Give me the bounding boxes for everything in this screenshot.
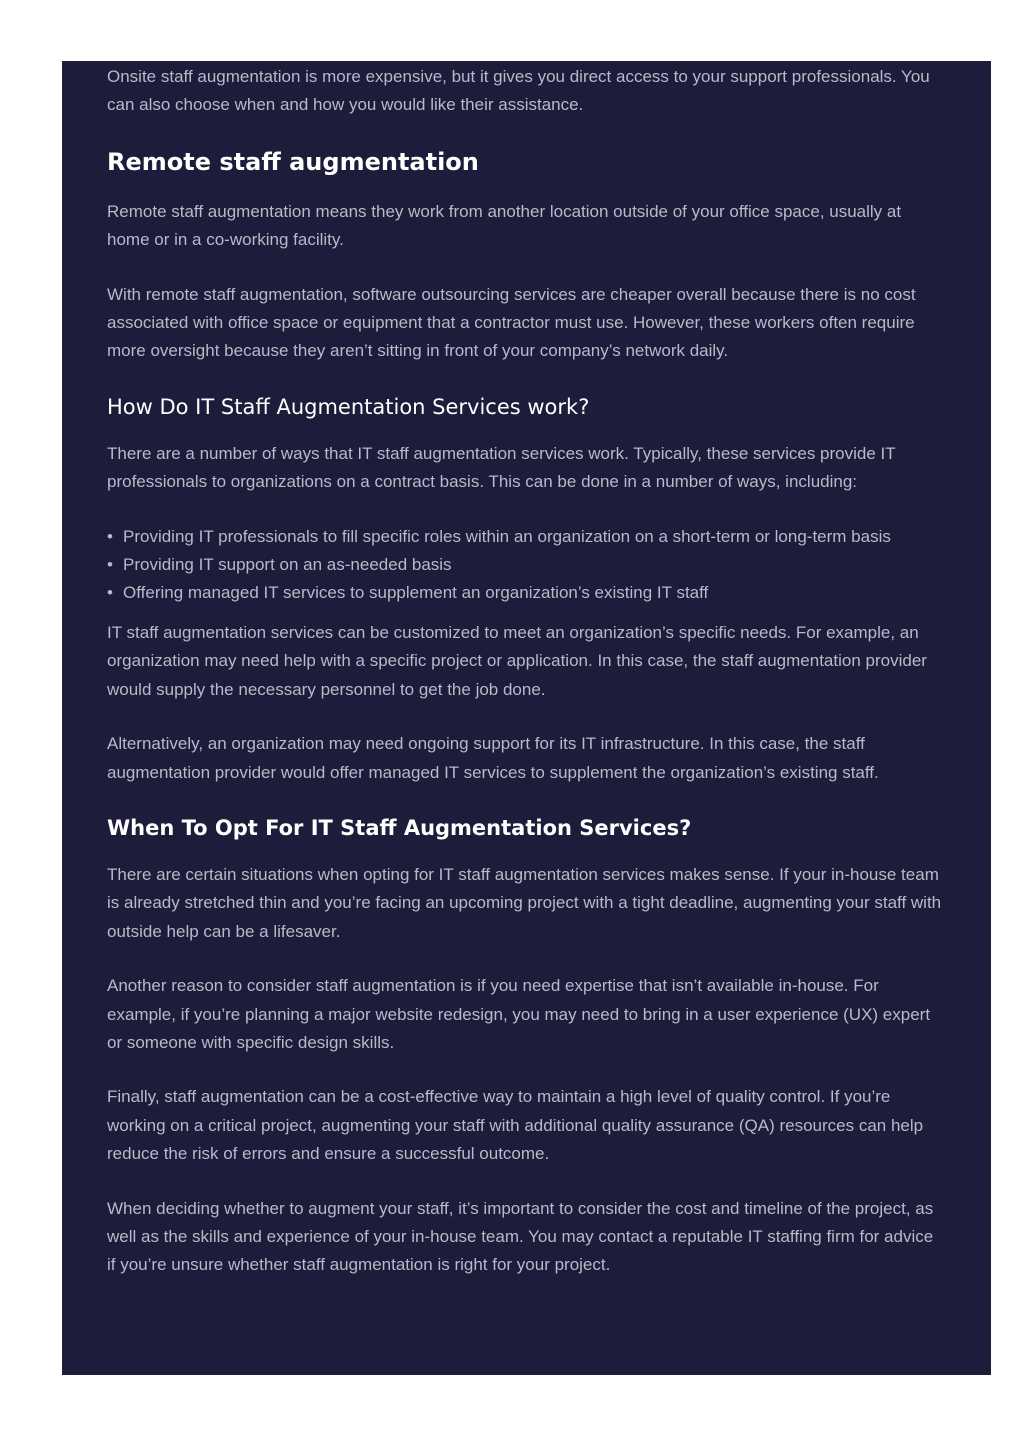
remote-paragraph-1: Remote staff augmentation means they work from another location outside of your office space, usually at home or in a co-working facility.: [107, 201, 902, 250]
when-paragraph-3: Finally, staff augmentation can be a cost-effective way to maintain a high level of quality control. If you’re working on a critical project, augmenting your staff with additional quality assurance (QA) resources can help reduce the risk of errors and ensure a successful outcome.: [107, 1087, 924, 1164]
when-paragraph-2: Another reason to consider staff augmentation is if you need expertise that isn’t available in-house. For example, if you’re planning a major website redesign, you may need to bring in a user experience (UX) expert or someone with specific design skills.: [107, 976, 931, 1052]
list-item: [107, 579, 946, 607]
list-item-text: Providing IT professionals to fill specific roles within an organization on a short-term or long-term basis: [123, 526, 891, 546]
remote-heading: Remote staff augmentation: [107, 147, 479, 176]
bullet-icon: •: [107, 583, 113, 603]
article-panel: [62, 61, 991, 1375]
list-item-text: Providing IT support on an as-needed basis: [123, 555, 452, 575]
when-paragraph-4: When deciding whether to augment your staff, it’s important to consider the cost and timeline of the project, as well as the skills and experience of your in-house team. You may contact a reputable IT staffing firm for advice if you’re unsure whether staff augmentation is right for your project.: [107, 1198, 934, 1275]
list-item-text: Offering managed IT services to supplement an organization’s existing IT staff: [123, 583, 709, 603]
when-heading: When To Opt For IT Staff Augmentation Services?: [107, 815, 692, 840]
how-bullet-list: [107, 523, 946, 608]
list-item: [107, 551, 946, 579]
bullet-icon: •: [107, 526, 113, 546]
how-intro-paragraph: There are a number of ways that IT staff augmentation services work. Typically, these services provide IT professionals to organizations on a contract basis. This can be done in a number of ways, including:: [107, 443, 896, 492]
how-paragraph-2: Alternatively, an organization may need ongoing support for its IT infrastructure. In this case, the staff augmentation provider would offer managed IT services to supplement the organization’s existing staff.: [107, 734, 879, 782]
bullet-icon: •: [107, 555, 113, 575]
when-paragraph-1: There are certain situations when opting for IT staff augmentation services makes sense. If your in-house team is already stretched thin and you’re facing an upcoming project with a tight deadline, augmenting your staff with outside help can be a lifesaver.: [107, 864, 942, 941]
intro-paragraph: Onsite staff augmentation is more expensive, but it gives you direct access to your support professionals. You can also choose when and how you would like their assistance.: [107, 67, 930, 115]
list-item: [107, 523, 946, 551]
remote-paragraph-2: With remote staff augmentation, software outsourcing services are cheaper overall because there is no cost associated with office space or equipment that a contractor must use. However, these workers often require more oversight because they aren’t sitting in front of your company’s network daily.: [107, 284, 916, 361]
how-paragraph-1: IT staff augmentation services can be customized to meet an organization’s specific needs. For example, an organization may need help with a specific project or application. In this case, the staff augmentation provider would supply the necessary personnel to get the job done.: [107, 622, 927, 699]
how-heading: How Do IT Staff Augmentation Services work?: [107, 394, 590, 419]
